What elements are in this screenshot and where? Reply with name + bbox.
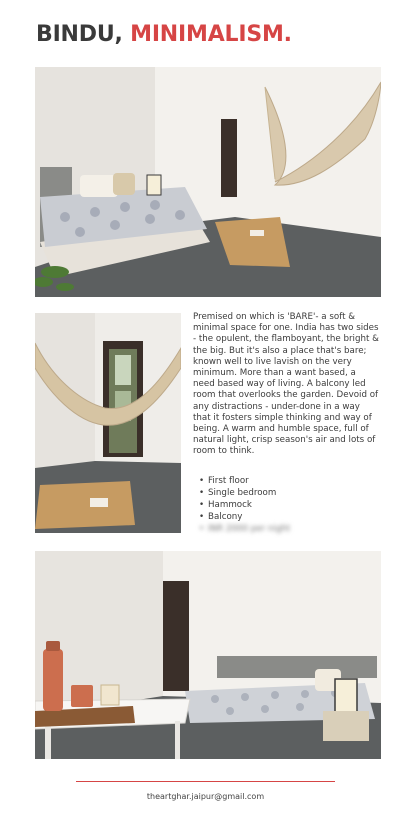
- page-title: [36, 22, 292, 47]
- footer-divider: [76, 781, 335, 782]
- list-item: • Balcony: [199, 511, 290, 523]
- list-item: • Single bedroom: [199, 487, 290, 499]
- title-name: BINDU,: [36, 22, 123, 47]
- room-side-table-photo: [35, 551, 381, 759]
- features-list: [199, 475, 290, 535]
- list-item: • Hammock: [199, 499, 290, 511]
- description-text: Premised on which is 'BARE'- a soft & minimal space for one. India has two sides - the opulent, the flamboyant, the bright & the big. But it's also a place that's bare; known well to live lavish on the very minimum. More than a want based, a need based way of living. A balcony led room that overlooks the garden. Devoid of any distractions - under-done in a way that it fosters simple thinking and way of being. A warm and humble space, full of natural light, crisp season's air and lots of room to think.: [193, 312, 379, 457]
- list-item: • First floor: [199, 475, 290, 487]
- contact-email: theartghar.jaipur@gmail.com: [146, 792, 265, 801]
- hammock-door-photo: [35, 313, 181, 533]
- title-accent: MINIMALISM.: [130, 22, 292, 47]
- price-item: • INR 2000 per night: [199, 523, 290, 535]
- bedroom-hammock-photo: [35, 67, 381, 297]
